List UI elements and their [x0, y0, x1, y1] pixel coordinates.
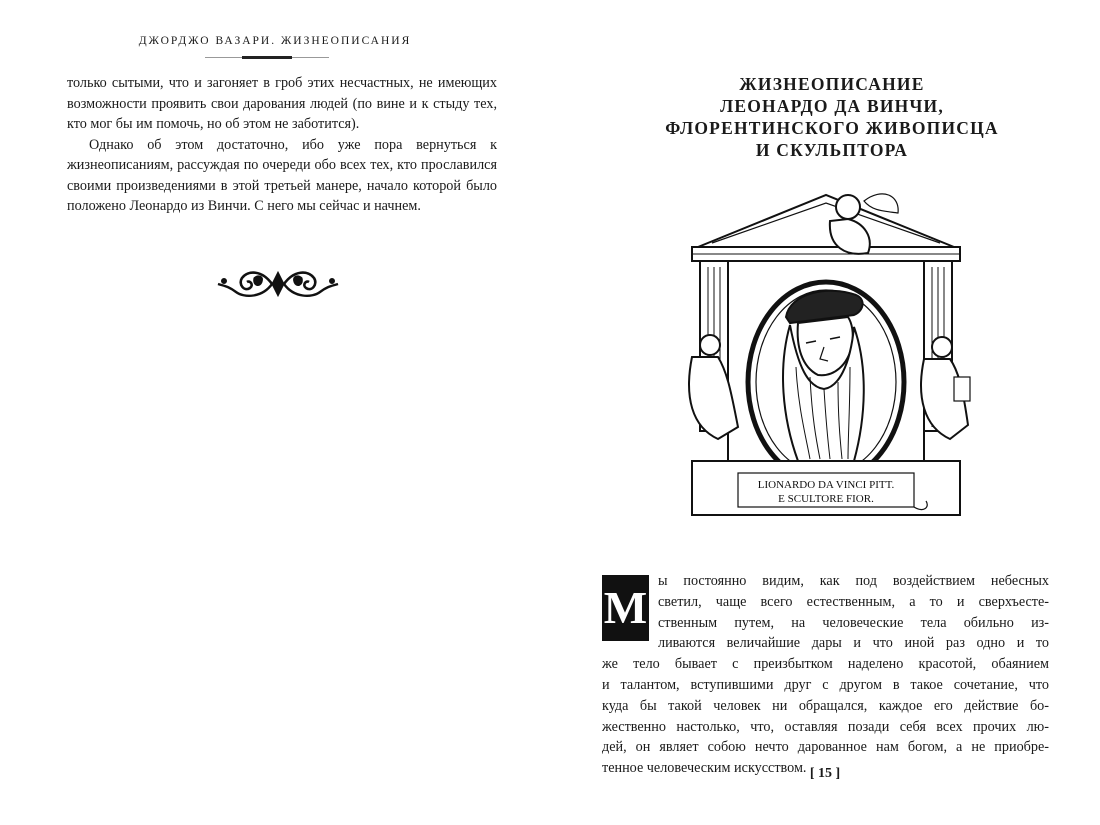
text-line: и талантом, вступившими друг с другом в такое сочетание, что — [602, 676, 1049, 693]
page-number: [ 15 ] — [809, 766, 841, 781]
opening-paragraph — [602, 571, 1049, 779]
chapter-title-line: ЖИЗНЕОПИСАНИЕ — [739, 74, 925, 94]
running-head: ДЖОРДЖО ВАЗАРИ. ЖИЗНЕОПИСАНИЯ — [138, 35, 412, 47]
floral-ornament-icon — [214, 264, 342, 304]
right-page — [550, 0, 1100, 825]
running-head-rule-accent — [242, 56, 292, 59]
paragraph: Однако об этом достаточно, ибо уже пора вернуться к жизнеописаниям, рассуждая по очереди обо всех тех, кто прославился своими произведениями в этой третьей манере, начало которой было положено Леонардо из Винчи. С него мы сейчас и начнем. — [67, 136, 497, 214]
portrait-caption-line: LIONARDO DA VINCI PITT. — [757, 479, 895, 491]
text-line: ственным путем, на человеческие тела обильно из- — [658, 614, 1049, 631]
body-text — [67, 73, 497, 217]
text-line: дей, он являет собою нечто дарованное нам богом, а не приобре- — [602, 739, 1049, 756]
chapter-title — [612, 73, 1052, 161]
chapter-title-line: И СКУЛЬПТОРА — [755, 140, 909, 160]
paragraph: только сытыми, что и загоняет в гроб этих несчастных, не имеющих возможности проявить свои дарования людей (по вине и к стыду тех, кто мог бы им помочь, но об этом не заботится). — [67, 75, 497, 132]
portrait-caption-line: E SCULTORE FIOR. — [778, 493, 874, 505]
drop-cap-letter: М — [603, 582, 648, 633]
text-line: жественно настолько, что, оставляя позади себя всех прочих лю- — [602, 718, 1049, 735]
chapter-title-line: ЛЕОНАРДО ДА ВИНЧИ, — [720, 96, 944, 116]
text-line: ливаются величайшие дары и что иной раз одно и то — [658, 635, 1049, 652]
chapter-title-line: ФЛОРЕНТИНСКОГО ЖИВОПИСЦА — [665, 118, 999, 138]
leonardo-portrait-engraving — [678, 177, 974, 525]
text-line: тенное человеческим искусством. — [602, 760, 807, 777]
text-line: светил, чаще всего естественным, а то и сверхъесте- — [658, 593, 1049, 610]
text-line: же тело бывает с преизбытком наделено красотой, обаянием — [602, 656, 1049, 673]
text-line: куда бы такой человек ни обращался, каждое его действие бо- — [602, 697, 1049, 714]
text-line: ы постоянно видим, как под воздействием небесных — [658, 573, 1049, 589]
